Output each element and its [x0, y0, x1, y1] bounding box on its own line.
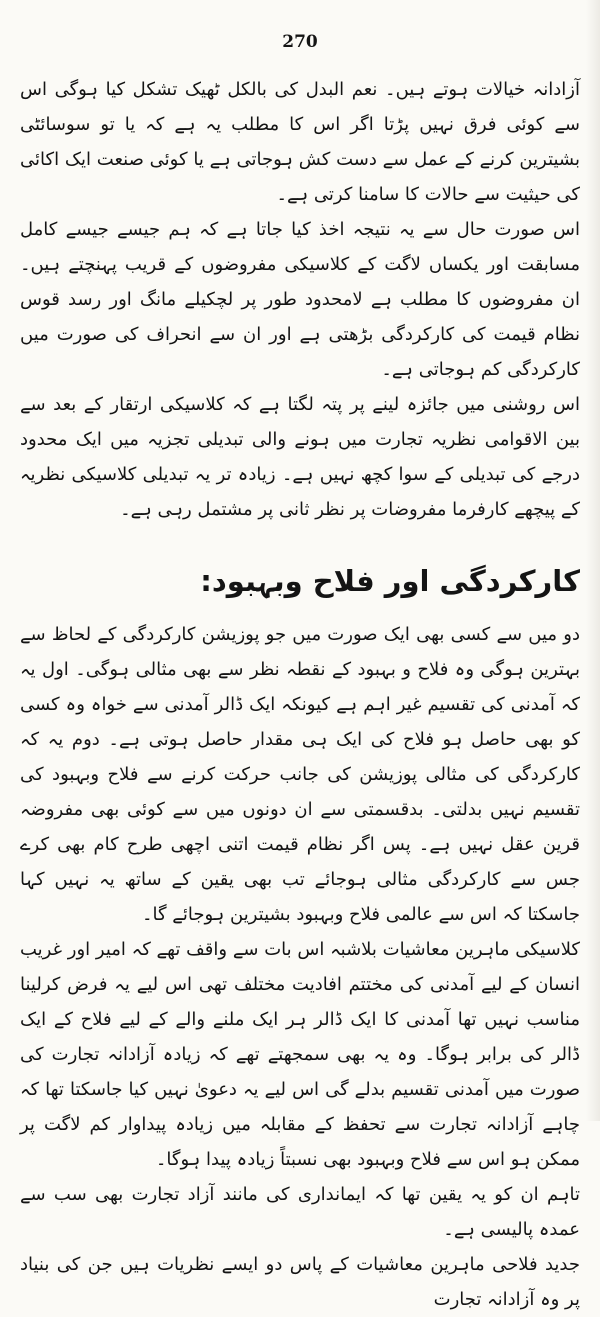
paragraph-4: دو میں سے کسی بھی ایک صورت میں جو پوزیشن کارکردگی کے لحاظ سے بہترین ہوگی وہ فلاح و بہبود کے نقطہ نظر سے بھی مثالی ہوگی۔ اول یہ کہ آمدنی کی تقسیم غیر اہم ہے کیونکہ ایک ڈالر آمدنی سے خواہ وہ کسی کو بھی حاصل ہو فلاح کی ایک ہی مقدار حاصل ہوتی ہے۔ دوم یہ کہ کارکردگی کی مثالی پوزیشن کی جانب حرکت کرنے سے فلاح وبہبود کی تقسیم نہیں بدلتی۔ بدقسمتی سے ان دونوں میں سے کوئی بھی مفروضہ قرین عقل نہیں ہے۔ پس اگر نظام قیمت اتنی اچھی طرح کام بھی کرے جس سے کارکردگی مثالی ہوجائے تب بھی یقین کے ساتھ یہ نہیں کہا جاسکتا کہ اس سے عالمی فلاح وبہبود بشیترین ہوجائے گا۔: [20, 624, 580, 925]
page-number: 270: [282, 32, 318, 52]
paragraph-6: تاہم ان کو یہ یقین تھا کہ ایمانداری کی مانند آزاد تجارت بھی سب سے عمدہ پالیسی ہے۔: [20, 1184, 580, 1240]
paragraph-2: اس صورت حال سے یہ نتیجہ اخذ کیا جاتا ہے کہ ہم جیسے جیسے کامل مسابقت اور یکساں لاگت کے کلاسیکی مفروضوں کے قریب پہنچتے ہیں۔ ان مفروضوں کا مطلب ہے لامحدود طور پر لچکیلے مانگ اور رسد قوس نظام قیمت کی کارکردگی بڑھتی ہے اور ان سے انحراف کی صورت میں کارکردگی کم ہوجاتی ہے۔: [20, 219, 580, 380]
paragraph-3: اس روشنی میں جائزہ لینے پر پتہ لگتا ہے کہ کلاسیکی ارتقار کے بعد سے بین الاقوامی نظریہ تجارت میں ہونے والی تبدیلی تجزیہ میں ایک محدود درجے کی تبدیلی کے سوا کچھ نہیں ہے۔ زیادہ تر یہ تبدیلی کلاسیکی نظریہ کے پیچھے کارفرما مفروضات پر نظر ثانی پر مشتمل رہی ہے۔: [20, 394, 580, 520]
section-heading: کارکردگی اور فلاح وبہبود:: [200, 564, 580, 598]
paragraph-7: جدید فلاحی ماہرین معاشیات کے پاس دو ایسے نظریات ہیں جن کی بنیاد پر وہ آزادانہ تجارت: [20, 1254, 580, 1310]
paragraph-5: کلاسیکی ماہرین معاشیات بلاشبہ اس بات سے واقف تھے کہ امیر اور غریب انسان کے لیے آمدنی کی مختتم افادیت مختلف تھی اس لیے یہ فرض کرلینا مناسب نہیں تھا آمدنی کا ایک ڈالر ہر ایک ملنے والے کے لیے فلاح کے ایک ڈالر کی برابر ہوگا۔ وہ یہ بھی سمجھتے تھے کہ زیادہ آزادانہ تجارت کی صورت میں آمدنی تقسیم بدلے گی اس لیے یہ دعویٰ نہیں کیا جاسکتا تھا کہ چاہے آزادانہ تجارت سے تحفظ کے مقابلہ میں زیادہ پیداوار کم لاگت پر ممکن ہو اس سے فلاح وبہبود بھی نسبتاً زیادہ پیدا ہوگا۔: [20, 939, 580, 1170]
page-edge-shadow: [586, 0, 600, 1121]
paragraph-1: آزادانہ خیالات ہوتے ہیں۔ نعم البدل کی بالکل ٹھیک تشکل کیا ہوگی اس سے کوئی فرق نہیں پڑتا اگر اس کا مطلب یہ ہے کہ یا تو سوسائٹی بشیترین کرنے کے عمل سے دست کش ہوجاتی ہے یا کوئی صنعت ایک اکائی کی حیثیت سے حالات کا سامنا کرتی ہے۔: [20, 79, 580, 205]
